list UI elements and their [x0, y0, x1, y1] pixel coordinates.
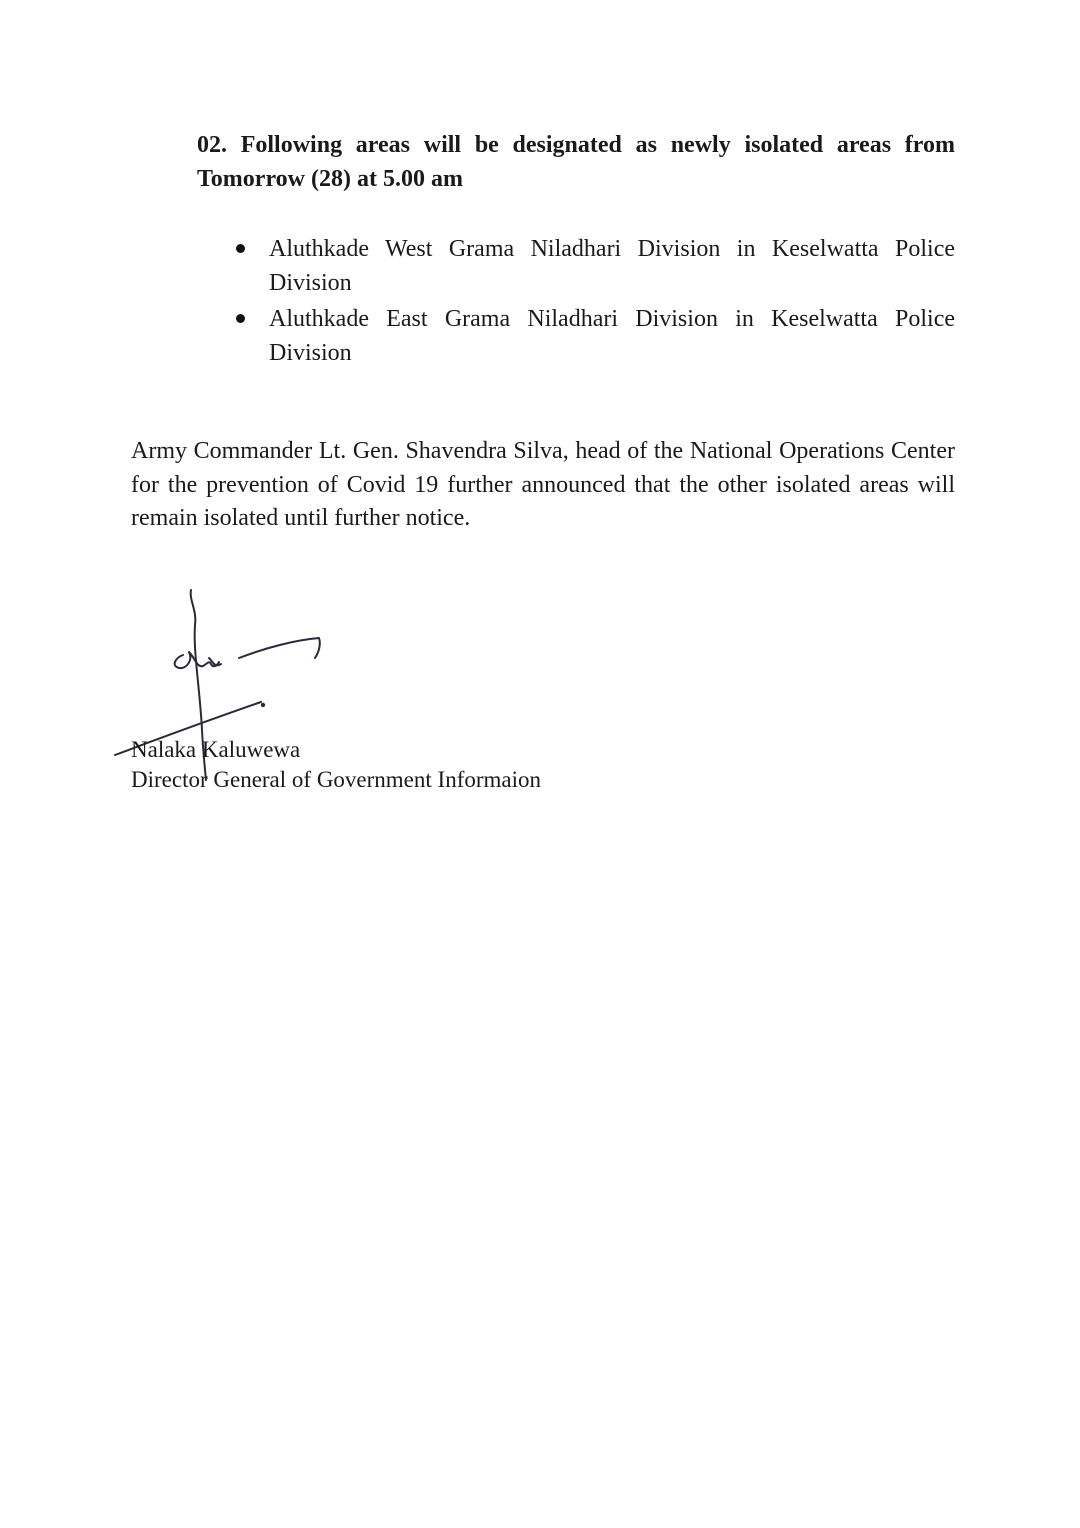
bullet-icon — [236, 244, 245, 253]
area-text: Aluthkade West Grama Niladhari Division in Keselwatta Police Division — [269, 236, 955, 296]
signatory-title: Director General of Government Informaion — [131, 767, 542, 792]
announcement-paragraph: Army Commander Lt. Gen. Shavendra Silva, head of the National Operations Center for the prevention of Covid 19 further announced that the other isolated areas will remain isolated until further notice. — [131, 438, 955, 531]
signatory-name: Nalaka Kaluwewa — [131, 737, 301, 762]
section-heading: 02. Following areas will be designated as newly isolated areas from Tomorrow (28) at 5.00 am — [197, 132, 955, 192]
isolated-areas-list — [230, 232, 955, 372]
list-item — [230, 232, 955, 300]
bullet-icon — [236, 314, 245, 323]
list-item — [230, 302, 955, 370]
area-text: Aluthkade East Grama Niladhari Division in Keselwatta Police Division — [269, 306, 955, 366]
